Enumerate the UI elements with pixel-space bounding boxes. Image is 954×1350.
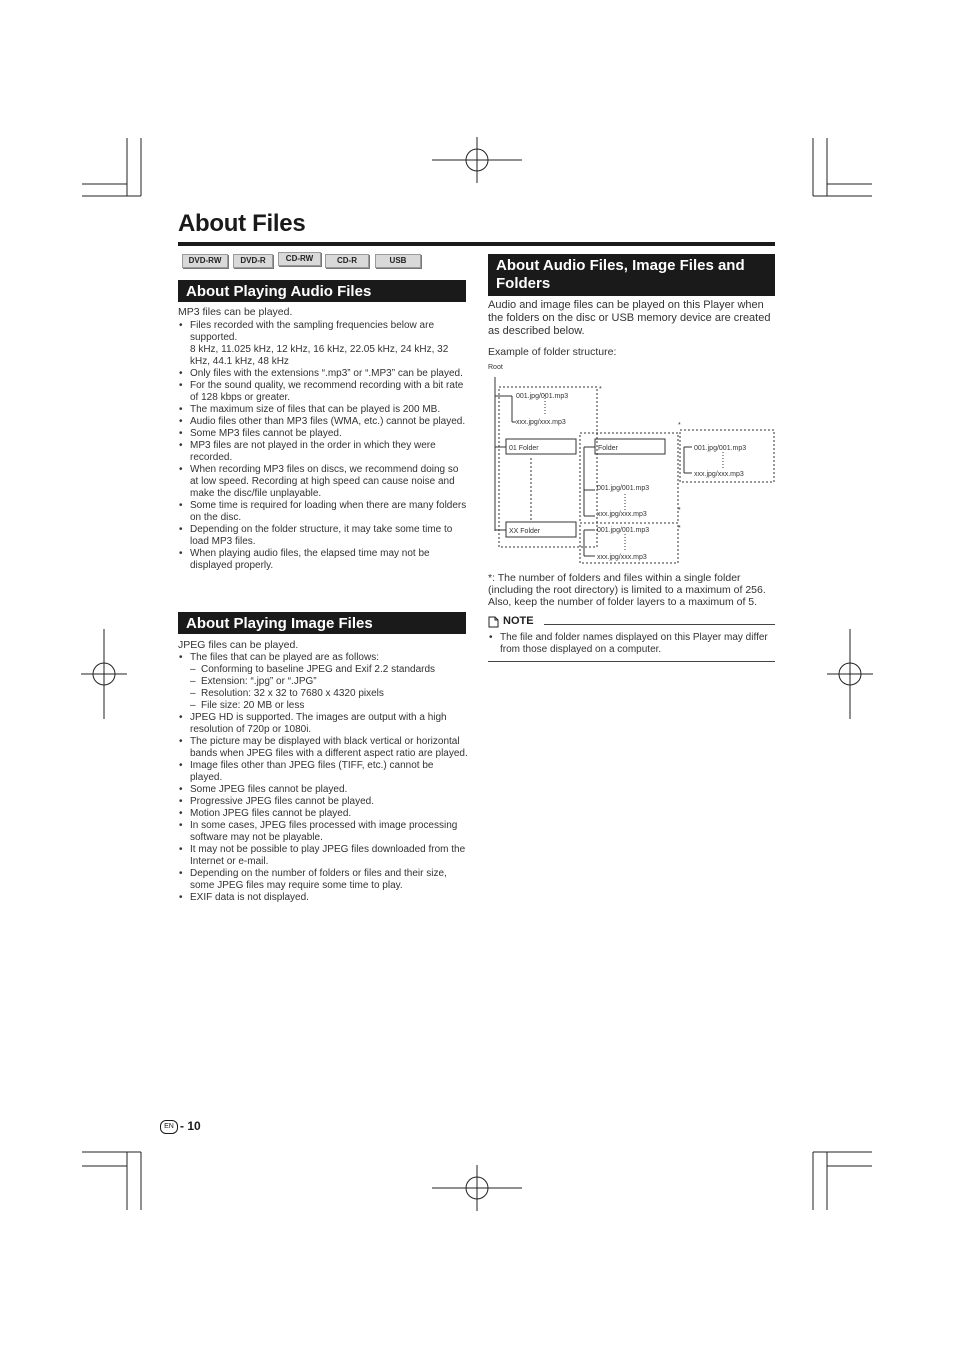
list-item: – Resolution: 32 x 32 to 7680 x 4320 pixels bbox=[190, 688, 468, 700]
list-item: – Conforming to baseline JPEG and Exif 2.2 standards bbox=[190, 664, 468, 676]
folders-intro: Audio and image files can be played on this Player when the folders on the disc or USB memory device are created as described below. bbox=[488, 299, 771, 337]
list-item: • Files recorded with the sampling frequencies below are supported. 8 kHz, 11.025 kHz, 12 kHz, 16 kHz, 22.05 kHz, 24 kHz, 32 kHz, 44.1 kHz, 48 kHz bbox=[178, 320, 468, 368]
tree-asterisk: * bbox=[678, 525, 681, 532]
page-dash: - bbox=[180, 1119, 188, 1133]
folders-section-heading: About Audio Files, Image Files and Folders bbox=[488, 254, 775, 296]
note-list bbox=[488, 632, 775, 656]
list-item: • Some MP3 files cannot be played. bbox=[178, 428, 468, 440]
list-item: • JPEG HD is supported. The images are output with a high resolution of 720p or 1080i. bbox=[178, 712, 468, 736]
language-badge: EN bbox=[160, 1120, 178, 1134]
list-item: • The file and folder names displayed on this Player may differ from those displayed on a computer. bbox=[488, 632, 775, 656]
tree-root-label: Root bbox=[488, 364, 503, 371]
badge-dvd-r: DVD-R bbox=[233, 254, 273, 268]
audio-intro: MP3 files can be played. bbox=[178, 306, 293, 318]
list-item: • Only files with the extensions “.mp3” or “.MP3” can be played. bbox=[178, 368, 468, 380]
audio-list bbox=[178, 320, 468, 572]
tree-asterisk: * bbox=[599, 386, 602, 393]
image-list bbox=[178, 652, 468, 904]
list-item: • MP3 files are not played in the order in which they were recorded. bbox=[178, 440, 468, 464]
page-number bbox=[160, 1119, 201, 1134]
badge-cd-rw: CD-RW bbox=[278, 252, 321, 266]
list-item: – Extension: “.jpg” or “.JPG” bbox=[190, 676, 468, 688]
note-label: NOTE bbox=[503, 615, 534, 627]
tree-asterisk: * bbox=[678, 507, 681, 514]
tree-sub-file-last: xxx.jpg/xxx.mp3 bbox=[694, 471, 744, 478]
image-first-item: The files that can be played are as follows: bbox=[190, 652, 379, 663]
list-item: • For the sound quality, we recommend recording with a bit rate of 128 kbps or greater. bbox=[178, 380, 468, 404]
list-item: • Image files other than JPEG files (TIFF, etc.) cannot be played. bbox=[178, 760, 468, 784]
list-item: • Some time is required for loading when there are many folders on the disc. bbox=[178, 500, 468, 524]
tree-fxx-file-first: 001.jpg/001.mp3 bbox=[597, 527, 650, 534]
tree-folder-xx: XX Folder bbox=[509, 528, 541, 535]
folder-footnote: *: The number of folders and files within a single folder (including the root directory) is limited to a maximum of 256. Also, keep the number of folder layers to a maximum of 5. bbox=[488, 572, 766, 608]
list-item: • The maximum size of files that can be played is 200 MB. bbox=[178, 404, 468, 416]
list-item: • EXIF data is not displayed. bbox=[178, 892, 468, 904]
tree-fxx-file-last: xxx.jpg/xxx.mp3 bbox=[597, 554, 647, 561]
badge-dvd-rw: DVD-RW bbox=[182, 254, 228, 268]
audio-section-heading: About Playing Audio Files bbox=[178, 280, 466, 302]
badge-cd-r: CD-R bbox=[325, 254, 369, 268]
title-rule bbox=[178, 242, 775, 246]
page-number-value: 10 bbox=[187, 1119, 201, 1133]
tree-asterisk: * bbox=[678, 422, 681, 429]
list-item: • Progressive JPEG files cannot be played. bbox=[178, 796, 468, 808]
image-sublist bbox=[190, 664, 468, 712]
image-section-heading: About Playing Image Files bbox=[178, 612, 466, 634]
list-item: • Depending on the number of folders or files and their size, some JPEG files may require some time to play. bbox=[178, 868, 468, 892]
list-item: • It may not be possible to play JPEG files downloaded from the Internet or e-mail. bbox=[178, 844, 468, 868]
example-label: Example of folder structure: bbox=[488, 346, 617, 358]
folder-structure-diagram bbox=[487, 360, 777, 572]
note-icon bbox=[488, 616, 499, 628]
image-intro: JPEG files can be played. bbox=[178, 639, 299, 651]
list-item bbox=[178, 652, 468, 712]
list-item: • The picture may be displayed with black vertical or horizontal bands when JPEG files with a different aspect ratio are played. bbox=[178, 736, 468, 760]
note-bottom-rule bbox=[488, 661, 775, 662]
list-item: • When playing audio files, the elapsed time may not be displayed properly. bbox=[178, 548, 468, 572]
tree-sub-file-first: 001.jpg/001.mp3 bbox=[694, 445, 747, 452]
note-box bbox=[488, 614, 775, 662]
list-item: • When recording MP3 files on discs, we recommend doing so at low speed. Recording at high speed can cause noise and make the disc/file unplayable. bbox=[178, 464, 468, 500]
note-rule bbox=[544, 624, 775, 625]
badge-usb: USB bbox=[375, 254, 421, 268]
list-item: • Audio files other than MP3 files (WMA, etc.) cannot be played. bbox=[178, 416, 468, 428]
list-item: • Some JPEG files cannot be played. bbox=[178, 784, 468, 796]
page-title: About Files bbox=[178, 210, 306, 237]
tree-f01-file-first: 001.jpg/001.mp3 bbox=[597, 485, 650, 492]
tree-top-file-last: xxx.jpg/xxx.mp3 bbox=[516, 419, 566, 426]
list-item: • Depending on the folder structure, it may take some time to load MP3 files. bbox=[178, 524, 468, 548]
list-item: • In some cases, JPEG files processed with image processing software may not be playable. bbox=[178, 820, 468, 844]
list-item: • Motion JPEG files cannot be played. bbox=[178, 808, 468, 820]
tree-f01-file-last: xxx.jpg/xxx.mp3 bbox=[597, 511, 647, 518]
tree-top-file-first: 001.jpg/001.mp3 bbox=[516, 393, 569, 400]
list-item: – File size: 20 MB or less bbox=[190, 700, 468, 712]
tree-folder-01: 01 Folder bbox=[509, 445, 539, 452]
tree-sub-folder: Folder bbox=[598, 445, 618, 452]
